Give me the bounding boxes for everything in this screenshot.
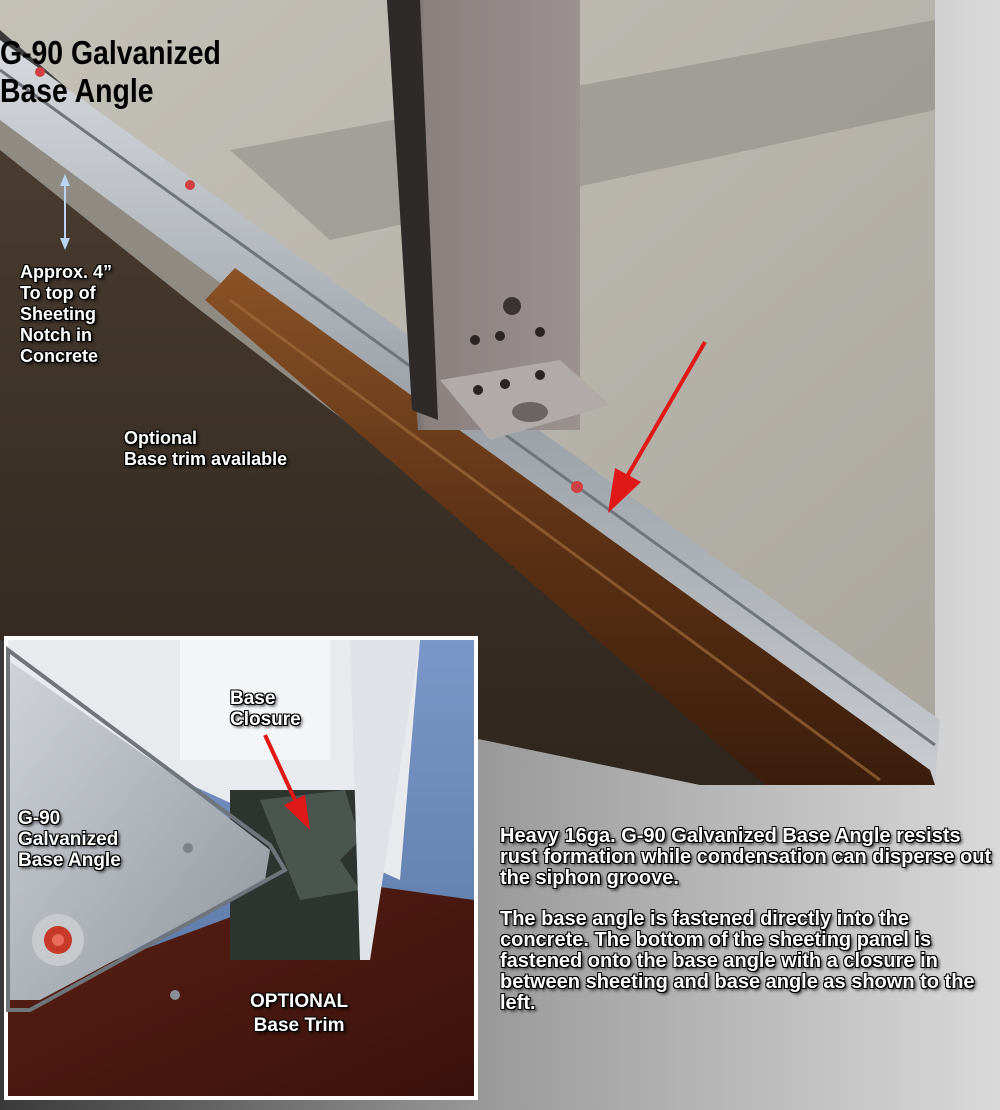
approx-depth-note: Approx. 4” To top of Sheeting Notch in Concrete: [20, 262, 113, 366]
optional-base-trim-label: OPTIONAL Base Trim: [250, 991, 349, 1036]
base-angle-title: G-90 Galvanized Base Angle: [0, 34, 221, 109]
description-paragraph-2: The base angle is fastened directly into the concrete. The bottom of the sheeting panel is fastened onto the base angle with a closure in between sheeting and base angle as shown to the left.: [500, 908, 975, 1014]
inset-base-angle-label: G-90 Galvanized Base Angle: [18, 808, 121, 871]
optional-base-trim-note: Optional Base trim available: [124, 428, 288, 469]
description-paragraph-1: Heavy 16ga. G-90 Galvanized Base Angle resists rust formation while condensation can disperse out the siphon groove.: [500, 825, 992, 889]
description-text: [500, 826, 995, 1034]
base-closure-label: Base Closure: [230, 688, 301, 730]
